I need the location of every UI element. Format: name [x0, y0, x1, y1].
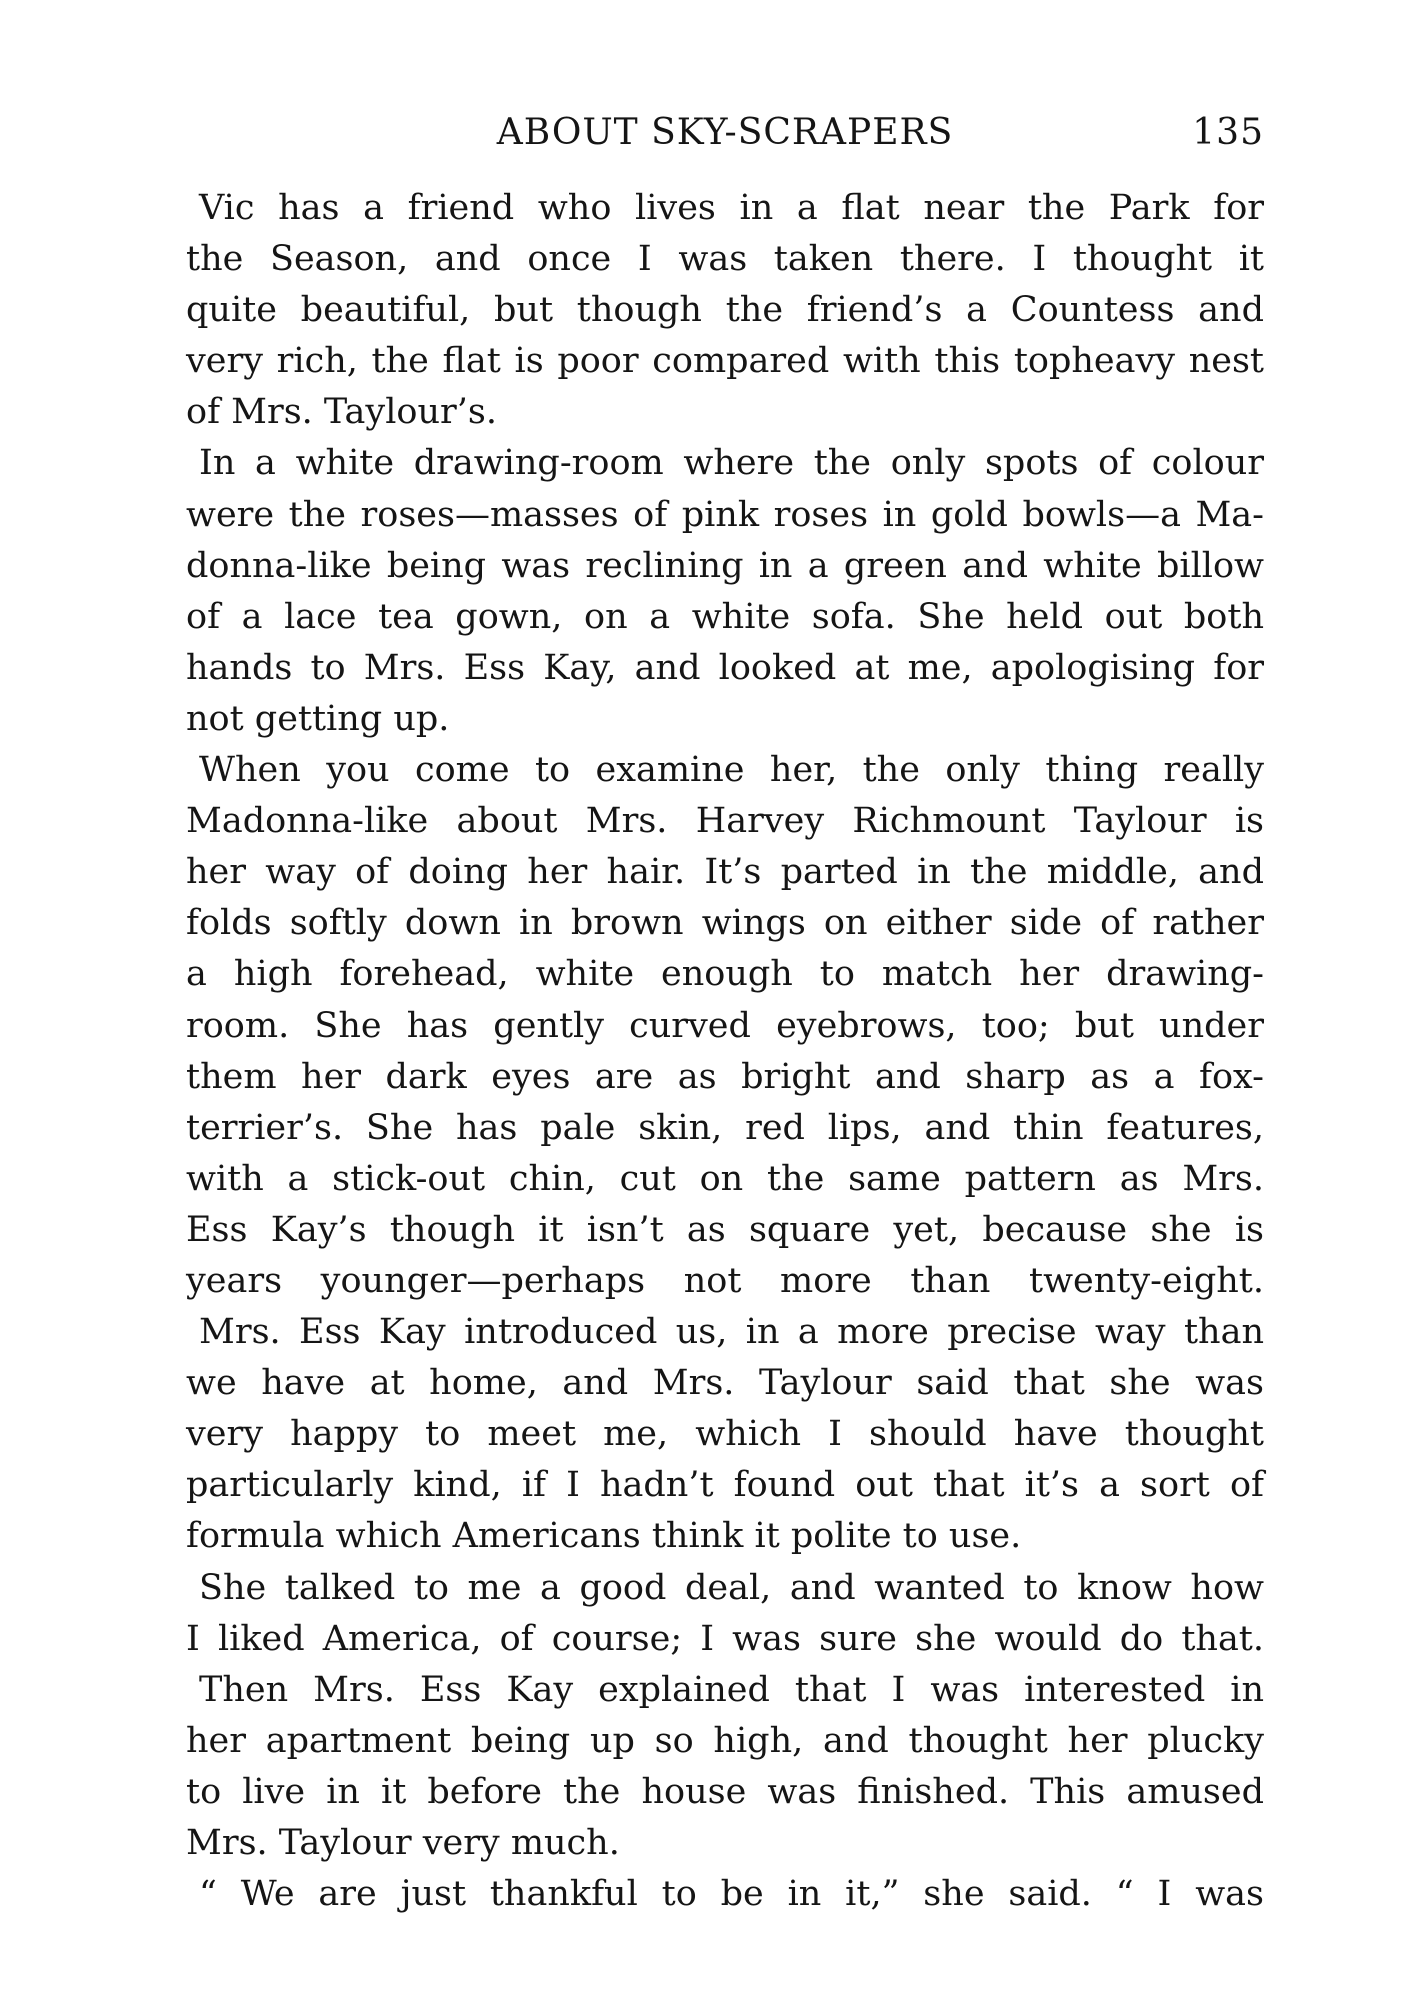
running-head: [186, 112, 1264, 162]
text-line: hands to Mrs. Ess Kay, and looked at me, apologising for: [186, 647, 1264, 688]
text-line: Madonna-like about Mrs. Harvey Richmount Taylour is: [186, 801, 1264, 842]
running-title: ABOUT SKY-SCRAPERS: [496, 112, 954, 153]
text-line: She talked to me a good deal, and wanted to know how: [199, 1567, 1264, 1608]
text-line: we have at home, and Mrs. Taylour said that she was: [186, 1363, 1264, 1404]
text-line: her way of doing her hair. It’s parted in the middle, and: [186, 852, 1264, 893]
text-line: Then Mrs. Ess Kay explained that I was interested in: [199, 1669, 1264, 1710]
text-line: formula which Americans think it polite to use.: [186, 1516, 1022, 1557]
text-line: not getting up.: [186, 698, 450, 739]
text-line: them her dark eyes are as bright and sharp as a fox-: [186, 1056, 1264, 1097]
text-line: to live in it before the house was finished. This amused: [186, 1771, 1264, 1812]
text-line: room. She has gently curved eyebrows, too; but under: [186, 1005, 1264, 1046]
text-line: Mrs. Ess Kay introduced us, in a more precise way than: [199, 1312, 1264, 1353]
body-text: [186, 183, 1264, 1920]
text-line: her apartment being up so high, and thought her plucky: [186, 1720, 1264, 1761]
text-line: quite beautiful, but though the friend’s a Countess and: [186, 290, 1264, 331]
text-line: very happy to meet me, which I should have thought: [186, 1414, 1264, 1455]
text-line: the Season, and once I was taken there. I thought it: [186, 239, 1264, 280]
text-line: years younger—perhaps not more than twenty-eight.: [186, 1260, 1264, 1301]
text-line: particularly kind, if I hadn’t found out that it’s a sort of: [186, 1465, 1264, 1506]
text-line: In a white drawing-room where the only spots of colour: [199, 443, 1264, 484]
text-line: terrier’s. She has pale skin, red lips, and thin features,: [186, 1107, 1264, 1148]
text-line: a high forehead, white enough to match her drawing-: [186, 954, 1264, 995]
text-line: Mrs. Taylour very much.: [186, 1823, 620, 1863]
text-line: donna-like being was reclining in a green and white billow: [186, 545, 1264, 586]
text-line: very rich, the flat is poor compared with this topheavy nest: [186, 341, 1264, 382]
text-line: “ We are just thankful to be in it,” she said. “ I was: [199, 1874, 1264, 1915]
text-line: When you come to examine her, the only thing really: [199, 750, 1264, 791]
text-line: with a stick-out chin, cut on the same pattern as Mrs.: [186, 1158, 1264, 1199]
page-number: 135: [1192, 112, 1264, 153]
text-line: I liked America, of course; I was sure she would do that.: [186, 1618, 1264, 1659]
text-line: Ess Kay’s though it isn’t as square yet, because she is: [186, 1209, 1264, 1250]
text-line: were the roses—masses of pink roses in gold bowls—a Ma-: [186, 494, 1264, 535]
text-line: of Mrs. Taylour’s.: [186, 392, 497, 433]
text-line: folds softly down in brown wings on either side of rather: [186, 903, 1264, 944]
text-line: of a lace tea gown, on a white sofa. She held out both: [186, 596, 1264, 637]
text-line: Vic has a friend who lives in a flat near the Park for: [199, 188, 1264, 228]
